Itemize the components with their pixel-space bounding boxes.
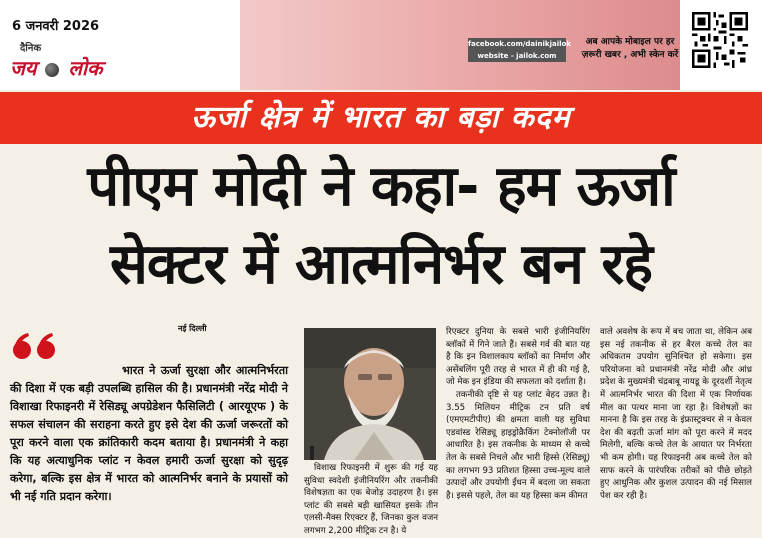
article-column-4 <box>600 326 752 502</box>
article-column-3 <box>446 326 590 502</box>
double-quote-icon <box>10 330 62 360</box>
column-3-para-2: तकनीकी दृष्टि से यह प्लांट बेहद उन्नत है। 3.55 मिलियन मीट्रिक टन प्रति वर्ष (एमएमटीपीए) की क्षमता वाली यह सुविधा एडवांस्ड रेसिड्यू हाइड्रोक्रैकिंग टेक्नोलॉजी पर आधारित है। इस तकनीक के माध्यम से कच्चे तेल के सबसे निचले और भारी हिस्से (रेसिड्यू) का लगभग 93 प्रतिशत हिस्सा उच्च-मूल्य वाले उत्पादों और उपयोगी ईंधन में बदला जा सकता है। इससे पहले, तेल का यह हिस्सा कम कीमत <box>446 389 590 501</box>
column-3-para-1: रिएक्टर दुनिया के सबसे भारी इंजीनियरिंग ब्लॉकों में गिने जाते हैं। सबसे गर्व की बात यह है कि इन विशालकाय ब्लॉकों का निर्माण और असेंबलिंग पूरी तरह से भारत में ही की गई है, जो मेक इन इंडिया की सफलता को दर्शाता है। <box>446 327 590 388</box>
logo-wordmark <box>10 54 103 81</box>
headline-line-2: सेक्टर में आत्मनिर्भर बन रहे <box>110 232 652 297</box>
column-4-text: वाले अवशेष के रूप में बच जाता था, लेकिन अब इस नई तकनीक से हर बैरल कच्चे तेल का अधिकतम उपयोग सुनिश्चित हो सकेगा। इस परियोजना को प्रधानमंत्री नरेंद्र मोदी और आंध्र प्रदेश के मुख्यमंत्री चंद्रबाबू नायडू के दूरदर्शी नेतृत्व में आत्मनिर्भर भारत की दिशा में एक निर्णायक मील का पत्थर माना जा रहा है। विशेषज्ञों का मानना है कि इस तरह के इंफ्रास्ट्रक्चर से न केवल देश की बढ़ती ऊर्जा मांग को पूरा करने में मदद मिलेगी, बल्कि कच्चे तेल के आयात पर निर्भरता भी कम होगी। यह रिफाइनरी अब कच्चे तेल को साफ करने के पारंपरिक तरीकों को पीछे छोड़ते हुए आधुनिक और कुशल उत्पादन की नई मिसाल पेश कर रही है। <box>600 327 752 501</box>
issue-date: 6 जनवरी 2026 <box>12 19 100 34</box>
promo-line-1: अब आपके मोबाइल पर हर <box>585 37 675 47</box>
masthead <box>0 0 762 90</box>
globe-icon <box>45 63 59 77</box>
article-column-2 <box>304 462 438 538</box>
dateline: नई दिल्ली <box>178 324 207 333</box>
newspaper-logo <box>10 40 120 86</box>
kicker-banner: ऊर्जा क्षेत्र में भारत का बड़ा कदम <box>0 92 762 144</box>
scan-promo <box>578 36 682 62</box>
main-headline <box>0 148 762 304</box>
logo-word-left: जय <box>10 56 37 80</box>
column-2-text: विशाख रिफाइनरी में शुरू की गई यह सुविधा स्वदेशी इंजीनियरिंग और तकनीकी विशेषज्ञता का एक बेजोड़ उदाहरण है। इस प्लांट की सबसे बड़ी खासियत इसके तीन एलसी-मैक्स रिएक्टर हैं, जिनका कुल वजन लगभग 2,200 मीट्रिक टन है। ये <box>304 463 438 536</box>
article-photo <box>304 328 436 460</box>
lead-text: भारत ने ऊर्जा सुरक्षा और आत्मनिर्भरता की दिशा में एक बड़ी उपलब्धि हासिल की है। प्रधानमंत्री नरेंद्र मोदी ने विशाखा रिफाइनरी में रेसिड्यू अपग्रेडेशन फैसिलिटी ( आरयूएफ ) के सफल संचालन की सराहना करते हुए इसे देश की ऊर्जा जरूरतों को पूरा करने वाला एक क्रांतिकारी कदम बताया है। प्रधानमंत्री ने कहा कि यह अत्याधुनिक प्लांट न केवल हमारी ऊर्जा सुरक्षा को सुदृढ़ करेगा, बल्कि इस क्षेत्र में भारत को आत्मनिर्भर बनाने के प्रयासों को भी नई गति प्रदान करेगा। <box>10 364 288 503</box>
promo-line-2: ज़रूरी खबर , अभी स्केन करें <box>581 50 679 60</box>
logo-prefix: दैनिक <box>20 43 42 54</box>
qr-code-icon[interactable] <box>692 12 748 76</box>
logo-word-right: लोक <box>68 56 103 80</box>
website-link[interactable]: website - jailok.com <box>477 52 557 60</box>
social-links-box <box>468 38 571 62</box>
facebook-link[interactable]: facebook.com/dainikjailok <box>468 40 571 48</box>
lead-paragraph <box>10 362 288 506</box>
headline-line-1: पीएम मोदी ने कहा- हम ऊर्जा <box>87 154 675 219</box>
